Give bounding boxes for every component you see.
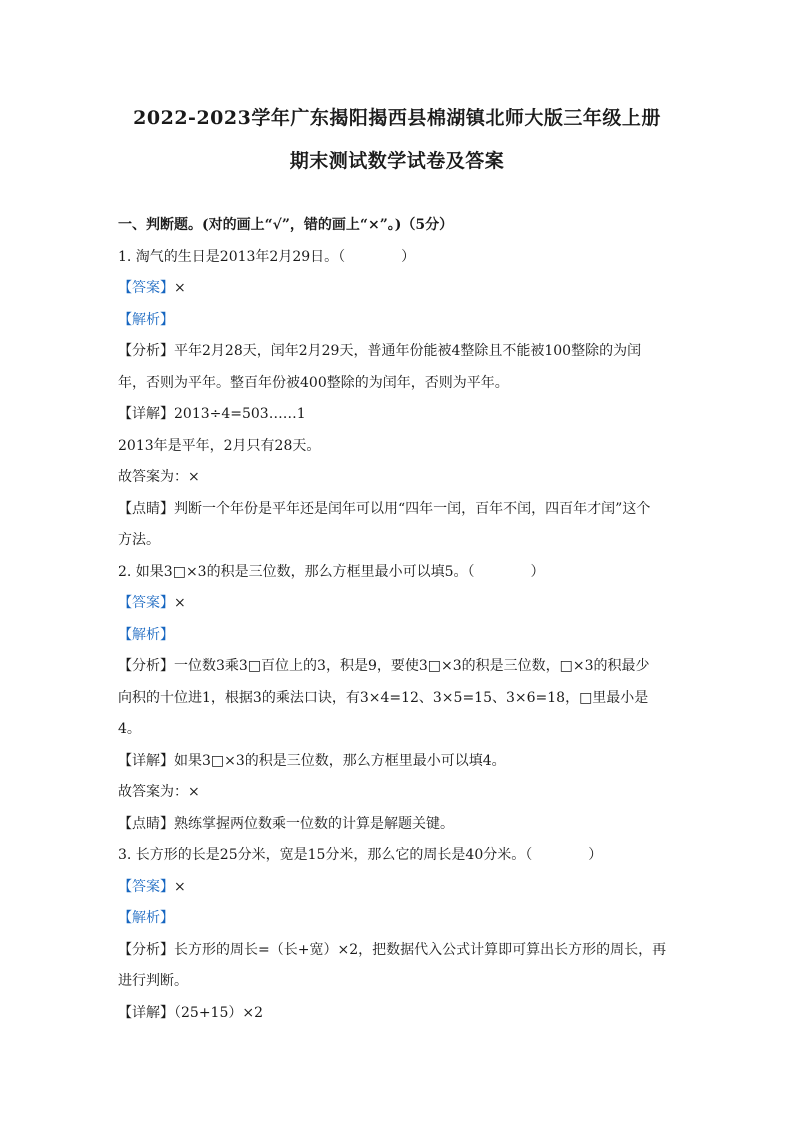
q1-explanation: 2013年是平年，2月只有28天。 [118, 437, 321, 454]
question-3-text: 3. 长方形的长是25分米，宽是15分米，那么它的周长是40分米。（ [118, 847, 533, 863]
fenxi-text: 一位数3乘3□百位上的3，积是9，要使3□×3的积是三位数，□×3的积最少 [174, 658, 650, 674]
document-body [118, 214, 678, 1033]
analysis-tag: 【解析】 [118, 311, 174, 328]
analysis-tag: 【解析】 [118, 626, 174, 643]
q2-dianjing [118, 813, 678, 845]
q3-analysis-label [118, 907, 678, 939]
q2-fenxi [118, 655, 678, 687]
question-1-text: 1. 淘气的生日是2013年2月29日。（ [118, 248, 346, 265]
q2-analysis-label [118, 624, 678, 656]
q1-answer [118, 277, 678, 309]
q3-fenxi [118, 939, 678, 971]
xiangjie-text: 如果3□×3的积是三位数，那么方框里最小可以填4。 [174, 752, 506, 769]
q1-dianjing-cont: 方法。 [118, 532, 160, 548]
question-1-close: ） [401, 248, 416, 265]
question-3-close: ） [588, 847, 603, 863]
answer-value: × [174, 280, 186, 296]
question-2-stem [118, 561, 678, 593]
q3-fenxi-cont: 进行判断。 [118, 973, 188, 989]
q1-xiangjie [118, 403, 678, 435]
dianjing-text: 熟练掌握两位数乘一位数的计算是解题关键。 [174, 815, 454, 832]
document-title-line-1: 2022-2023学年广东揭阳揭西县棉湖镇北师大版三年级上册 [133, 107, 661, 129]
xiangjie-tag: 【详解】 [118, 406, 174, 422]
answer-value: × [174, 595, 186, 611]
q2-fenxi-cont: 向积的十位进1，根据3的乘法口诀，有3×4=12、3×5=15、3×6=18，□里最小是 [118, 689, 649, 706]
q1-fenxi [118, 340, 678, 372]
fenxi-tag: 【分析】 [118, 658, 174, 674]
q1-dianjing [118, 498, 678, 530]
answer-value: × [174, 878, 186, 895]
answer-tag: 【答案】 [118, 595, 174, 611]
fenxi-tag: 【分析】 [118, 343, 174, 359]
document-title-line-2: 期末测试数学试卷及答案 [289, 150, 505, 172]
q2-answer [118, 592, 678, 624]
fenxi-text: 长方形的周长=（长+宽）×2，把数据代入公式计算即可算出长方形的周长，再 [174, 941, 667, 958]
question-1-stem [118, 246, 678, 278]
xiangjie-tag: 【详解】 [118, 1004, 174, 1021]
analysis-tag: 【解析】 [118, 910, 174, 926]
q3-xiangjie [118, 1002, 678, 1034]
xiangjie-text: （25+15）×2 [174, 1004, 263, 1021]
answer-tag: 【答案】 [118, 280, 174, 296]
q2-xiangjie [118, 750, 678, 782]
q1-analysis-label [118, 309, 678, 341]
question-2-close: ） [530, 563, 545, 580]
q3-answer [118, 876, 678, 908]
q2-conclusion: 故答案为：× [118, 784, 200, 800]
dianjing-text: 判断一个年份是平年还是闰年可以用“四年一闰，百年不闰，四百年才闰”这个 [174, 500, 651, 517]
q2-fenxi-cont-2: 4。 [118, 721, 141, 737]
q1-conclusion: 故答案为：× [118, 469, 200, 485]
answer-tag: 【答案】 [118, 878, 174, 895]
xiangjie-tag: 【详解】 [118, 752, 174, 769]
question-2-text: 2. 如果3□×3的积是三位数，那么方框里最小可以填5。（ [118, 563, 475, 580]
dianjing-tag: 【点睛】 [118, 500, 174, 517]
xiangjie-text: 2013÷4=503……1 [174, 406, 306, 422]
q1-fenxi-cont: 年，否则为平年。整百年份被400整除的为闰年，否则为平年。 [118, 374, 509, 391]
fenxi-tag: 【分析】 [118, 941, 174, 958]
section-heading: 一、判断题。(对的画上“√”，错的画上“×”。)（5分） [118, 217, 454, 233]
fenxi-text: 平年2月28天，闰年2月29天，普通年份能被4整除且不能被100整除的为闰 [174, 343, 642, 359]
dianjing-tag: 【点睛】 [118, 815, 174, 832]
question-3-stem [118, 844, 678, 876]
